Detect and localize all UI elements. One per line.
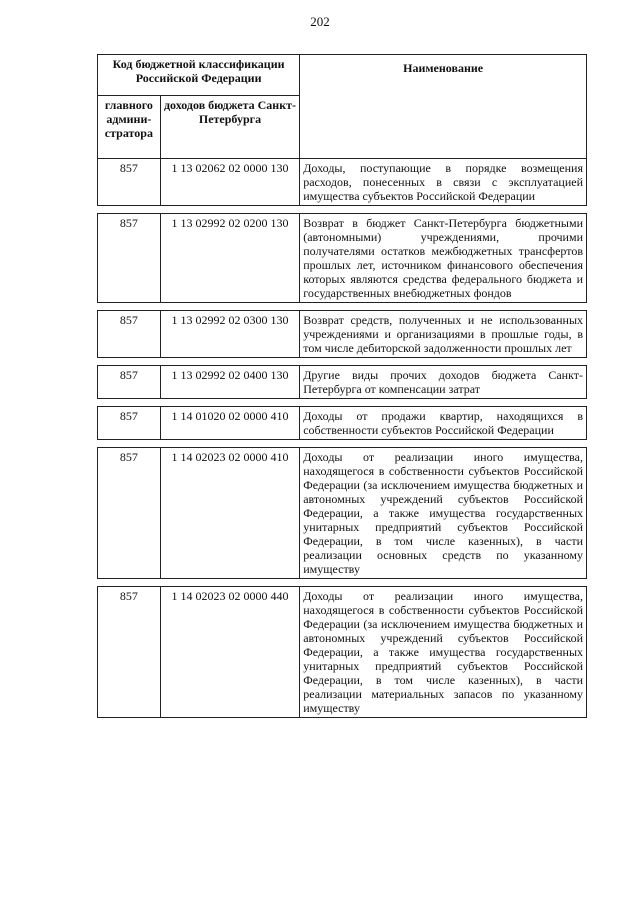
admin-code-cell: 857	[98, 587, 161, 718]
table-row	[98, 366, 587, 399]
name-cell: Доходы, поступающие в порядке возмещения расходов, понесенных в связи с эксплуатацией имущества субъектов Российской Федерации	[300, 159, 587, 206]
table-row	[98, 587, 587, 718]
income-code-cell: 1 13 02992 02 0200 130	[160, 214, 299, 303]
admin-code-cell: 857	[98, 159, 161, 206]
admin-code-cell: 857	[98, 366, 161, 399]
page-number: 202	[310, 14, 330, 29]
income-code-cell: 1 14 01020 02 0000 410	[160, 407, 299, 440]
header-classification-code: Код бюджетной классификации Российской Федерации	[98, 55, 300, 96]
name-cell: Доходы от реализации иного имущества, находящегося в собственности субъектов Российской Федерации (за исключением имущества бюджетных и автономных учреждений субъектов Российской Федерации, а также имущества государственных унитарных предприятий субъектов Российской Федерации, в том числе казенных), в части реализации основных средств по указанному имуществу	[300, 448, 587, 579]
table-row	[98, 159, 587, 206]
header-admin: главного админи-стратора	[98, 96, 161, 159]
name-cell: Возврат средств, полученных и не использованных учреждениями и организациями в прошлые годы, в том числе дебиторской задолженности прошлых лет	[300, 311, 587, 358]
name-cell: Доходы от реализации иного имущества, находящегося в собственности субъектов Российской Федерации (за исключением имущества бюджетных и автономных учреждений субъектов Российской Федерации, а также имущества государственных унитарных предприятий субъектов Российской Федерации, в том числе казенных), в части реализации материальных запасов по указанному имуществу	[300, 587, 587, 718]
header-name: Наименование	[300, 55, 587, 159]
table-row	[98, 214, 587, 303]
header-income: доходов бюджета Санкт-Петербурга	[160, 96, 299, 159]
table-row	[98, 407, 587, 440]
name-cell: Возврат в бюджет Санкт-Петербурга бюджетными (автономными) учреждениями, прочими получателями остатков межбюджетных трансфертов прошлых лет, источником финансового обеспечения которых являются средства федерального бюджета и государственных внебюджетных фондов	[300, 214, 587, 303]
admin-code-cell: 857	[98, 214, 161, 303]
admin-code-cell: 857	[98, 407, 161, 440]
budget-classification-table	[97, 54, 587, 718]
income-code-cell: 1 13 02062 02 0000 130	[160, 159, 299, 206]
income-code-cell: 1 13 02992 02 0400 130	[160, 366, 299, 399]
income-code-cell: 1 13 02992 02 0300 130	[160, 311, 299, 358]
table-row	[98, 311, 587, 358]
name-cell: Доходы от продажи квартир, находящихся в собственности субъектов Российской Федерации	[300, 407, 587, 440]
income-code-cell: 1 14 02023 02 0000 410	[160, 448, 299, 579]
income-code-cell: 1 14 02023 02 0000 440	[160, 587, 299, 718]
table-row	[98, 448, 587, 579]
admin-code-cell: 857	[98, 311, 161, 358]
admin-code-cell: 857	[98, 448, 161, 579]
name-cell: Другие виды прочих доходов бюджета Санкт-Петербурга от компенсации затрат	[300, 366, 587, 399]
